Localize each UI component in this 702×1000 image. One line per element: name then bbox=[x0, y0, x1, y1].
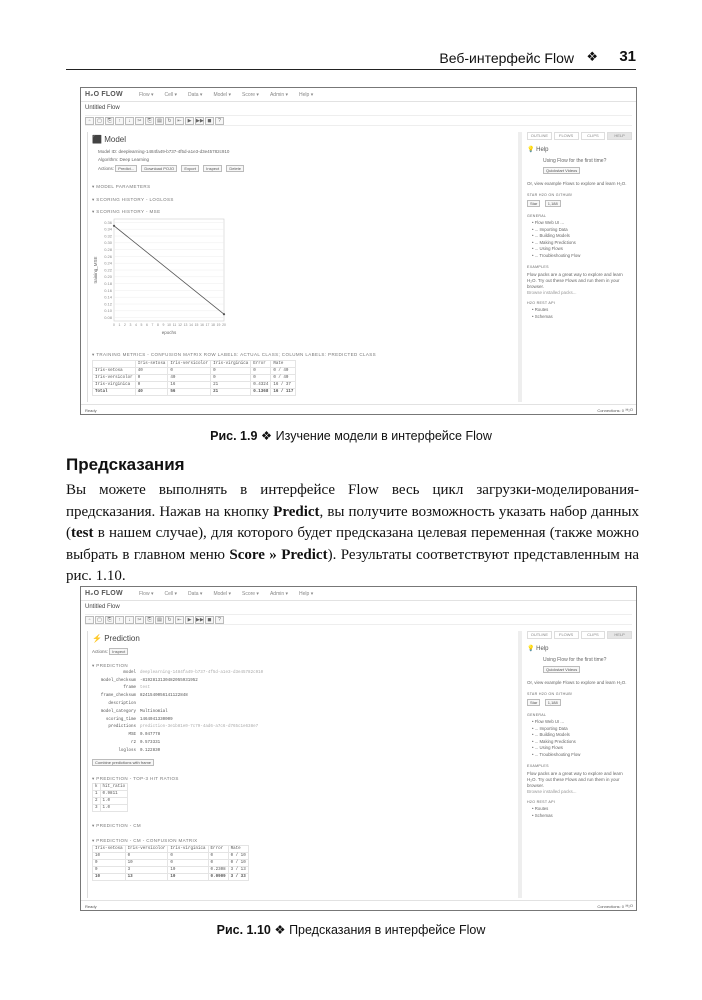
list-item[interactable]: • Routes bbox=[532, 806, 549, 811]
prediction-details bbox=[92, 669, 265, 755]
y-tick-label: 0.22 bbox=[104, 267, 112, 273]
star-count: 1,188 bbox=[545, 699, 561, 706]
status-bar bbox=[81, 404, 636, 414]
x-tick-label: 7 bbox=[151, 323, 154, 327]
move-down-icon[interactable]: ↓ bbox=[125, 117, 134, 125]
table-row: description bbox=[108, 702, 136, 707]
copy-icon[interactable]: ⎘ bbox=[145, 117, 154, 125]
view-example-text[interactable]: Or, view example Flows to explore and learn H₂O. bbox=[527, 680, 627, 685]
rest-api-label: H2O REST API bbox=[527, 800, 556, 804]
y-tick-label: 0.32 bbox=[104, 233, 112, 239]
menu-help[interactable]: Help ▾ bbox=[299, 92, 314, 98]
flow-title[interactable]: Untitled Flow bbox=[85, 105, 120, 111]
bulb-icon: 💡 bbox=[527, 646, 535, 652]
menu-admin[interactable]: Admin ▾ bbox=[269, 591, 289, 597]
model-card bbox=[87, 132, 517, 402]
delete-button[interactable]: Delete bbox=[226, 165, 244, 172]
paste-icon[interactable]: ▤ bbox=[155, 117, 164, 125]
status-bar bbox=[81, 900, 636, 910]
table-row: model_category Multinomial bbox=[100, 709, 168, 714]
list-item[interactable]: • Schemas bbox=[532, 313, 553, 319]
x-tick-label: 12 bbox=[178, 323, 182, 327]
x-tick-label: 19 bbox=[216, 323, 221, 327]
table-header-row: k hit_ratio bbox=[93, 784, 128, 791]
star-count: 1,188 bbox=[545, 200, 561, 207]
sidebar-tabs bbox=[527, 132, 632, 140]
table-row: 1 0.9811 bbox=[93, 791, 128, 798]
table-row: logloss 0.122830 bbox=[118, 748, 161, 753]
undo-icon[interactable]: ↻ bbox=[165, 117, 174, 125]
y-tick-label: 0.34 bbox=[104, 226, 112, 232]
prediction-confusion-matrix bbox=[92, 845, 249, 881]
x-tick-label: 0 bbox=[113, 323, 115, 327]
list-item[interactable]: • Flow Web UI ... bbox=[532, 220, 564, 225]
figure-1-9-screenshot bbox=[80, 87, 637, 415]
ornament-icon: ❖ bbox=[586, 49, 598, 64]
y-tick-label: 0.24 bbox=[104, 260, 112, 266]
y-tick-label: 0.28 bbox=[104, 247, 112, 252]
x-tick-label: 4 bbox=[135, 323, 137, 327]
list-item[interactable]: • ... Troubleshooting Flow bbox=[532, 252, 581, 258]
x-tick-label: 17 bbox=[205, 323, 210, 327]
stop-icon[interactable]: ◼ bbox=[205, 117, 214, 125]
general-list bbox=[527, 719, 632, 758]
table-row: model_checksum -8192813130482055931952 bbox=[100, 678, 198, 683]
x-tick-label: 8 bbox=[157, 323, 159, 327]
status-h2o-logo: H₂O bbox=[625, 903, 633, 908]
new-cell-icon[interactable]: ▫ bbox=[85, 117, 94, 125]
examples-label: EXAMPLES bbox=[527, 265, 549, 269]
star-label: STAR H2O ON GITHUB! bbox=[527, 193, 573, 197]
list-item[interactable]: • ... Building Models bbox=[532, 233, 570, 238]
y-tick-label: 0.16 bbox=[104, 287, 112, 293]
star-label: STAR H2O ON GITHUB! bbox=[527, 692, 573, 696]
predict-button[interactable]: Predict... bbox=[115, 165, 137, 172]
combine-predictions-button[interactable]: Combine predictions with frame bbox=[92, 759, 154, 766]
list-item[interactable]: • ... Troubleshooting Flow bbox=[532, 751, 581, 757]
content-scrollbar[interactable] bbox=[518, 631, 522, 898]
figure-1-10-screenshot bbox=[80, 586, 637, 911]
quickstart-button[interactable]: Quickstart Videos bbox=[543, 666, 632, 673]
run-icon[interactable]: ▶ bbox=[185, 117, 194, 125]
list-item[interactable]: • ... Using Flows bbox=[532, 246, 563, 251]
open-icon[interactable]: ▢ bbox=[95, 117, 104, 125]
move-up-icon[interactable]: ↑ bbox=[115, 117, 124, 125]
inspect-button[interactable]: Inspect bbox=[203, 165, 222, 172]
menu-model[interactable]: Model ▾ bbox=[213, 591, 231, 597]
y-tick-label: 0.26 bbox=[104, 253, 112, 259]
body-paragraph: Вы можете выполнять в интерфейсе Flow весь цикл загрузки-моделирования-предсказания. Нажав на кнопку Predict, вы получите возможность указать набор данных (test в нашем случае), для которого будет предсказана целевая переменная (также можно выбрать в главном меню Score » Predict). Результаты соответствуют представленным на рис. 1.10. bbox=[66, 482, 639, 584]
tab-help[interactable]: HELP bbox=[607, 132, 632, 140]
tab-help[interactable]: HELP bbox=[607, 631, 632, 639]
star-button[interactable]: Star bbox=[527, 699, 540, 706]
paste-icon[interactable]: ▤ bbox=[155, 616, 164, 624]
status-connections: Connections: 0 bbox=[597, 408, 624, 413]
general-list bbox=[527, 220, 632, 259]
run-above-icon[interactable]: ⇤ bbox=[175, 117, 184, 125]
x-tick-label: 5 bbox=[140, 323, 143, 327]
general-label: GENERAL bbox=[527, 713, 547, 717]
y-tick-label: 0.10 bbox=[104, 308, 112, 314]
table-row-total: Total 40 56 21 0.1368 16 / 117 bbox=[93, 389, 296, 396]
table-row: scoring_time 1464041330009 bbox=[105, 717, 173, 722]
x-tick-label: 1 bbox=[118, 323, 121, 327]
y-axis-label: training_MSE bbox=[93, 256, 98, 284]
help-icon[interactable]: ? bbox=[215, 616, 224, 624]
page-header bbox=[66, 44, 636, 70]
x-tick-label: 15 bbox=[194, 323, 199, 327]
model-algorithm: Algorithm: Deep Learning bbox=[98, 157, 150, 162]
section-hit-ratios[interactable]: ▾ PREDICTION - TOP-3 HIT RATIOS bbox=[92, 776, 179, 781]
page-number: 31 bbox=[619, 48, 636, 65]
list-item[interactable]: • ... Importing Data bbox=[532, 226, 568, 232]
run-all-icon[interactable]: ▶▶ bbox=[196, 616, 204, 623]
menu-data[interactable]: Data ▾ bbox=[187, 92, 203, 98]
x-tick-label: 3 bbox=[129, 323, 132, 327]
menu-cell[interactable]: Cell ▾ bbox=[164, 591, 177, 597]
ornament-icon: ❖ bbox=[274, 923, 286, 937]
table-row: Iris-virginica 0 16 21 0.4324 16 / 37 bbox=[93, 382, 296, 389]
x-tick-label: 2 bbox=[124, 323, 126, 327]
y-tick-label: 0.12 bbox=[104, 301, 112, 307]
x-tick-label: 6 bbox=[146, 323, 148, 327]
confusion-matrix-table bbox=[92, 360, 296, 396]
export-button[interactable]: Export bbox=[181, 165, 199, 172]
using-flow-text: Using Flow for the first time? bbox=[543, 158, 607, 164]
inspect-button[interactable]: Inspect bbox=[109, 648, 128, 655]
hit-ratio-table bbox=[92, 783, 128, 812]
move-down-icon[interactable]: ↓ bbox=[125, 616, 134, 624]
section-scoring-mse[interactable]: ▾ SCORING HISTORY - MSE bbox=[92, 209, 161, 214]
general-label: GENERAL bbox=[527, 214, 547, 218]
copy-icon[interactable]: ⎘ bbox=[145, 616, 154, 624]
list-item[interactable]: • ... Making Predictions bbox=[532, 239, 576, 245]
section-heading: Предсказания bbox=[66, 455, 185, 474]
main-menu bbox=[139, 591, 313, 597]
view-example-text[interactable]: Or, view example Flows to explore and learn H₂O. bbox=[527, 181, 627, 186]
section-scoring-logloss[interactable]: ▾ SCORING HISTORY - LOGLOSS bbox=[92, 197, 174, 202]
prediction-card-title: ⚡ Prediction bbox=[92, 634, 140, 643]
menu-help[interactable]: Help ▾ bbox=[299, 591, 314, 597]
menu-score[interactable]: Score ▾ bbox=[241, 92, 259, 98]
y-tick-label: 0.36 bbox=[104, 219, 112, 225]
list-item[interactable]: • Routes bbox=[532, 307, 549, 312]
toolbar bbox=[85, 115, 632, 126]
examples-text: Flow packs are a great way to explore and learn H₂O. Try out these Flows and run them in your browser. bbox=[527, 771, 623, 788]
x-tick-label: 9 bbox=[162, 323, 165, 327]
menu-admin[interactable]: Admin ▾ bbox=[269, 92, 289, 98]
list-item[interactable]: • Flow Web UI ... bbox=[532, 719, 564, 724]
download-pojo-button[interactable]: Download POJO bbox=[141, 165, 177, 172]
github-star bbox=[527, 699, 632, 706]
github-star bbox=[527, 200, 632, 207]
table-row: r2 0.573331 bbox=[130, 741, 161, 746]
table-row: 0 3 10 0.2308 3 / 13 bbox=[93, 867, 249, 874]
new-cell-icon[interactable]: ▫ bbox=[85, 616, 94, 624]
star-button[interactable]: Star bbox=[527, 200, 540, 207]
section-model-parameters[interactable]: ▾ MODEL PARAMETERS bbox=[92, 184, 151, 189]
bolt-icon: ⚡ bbox=[92, 634, 102, 643]
run-above-icon[interactable]: ⇤ bbox=[175, 616, 184, 624]
table-row: Iris-versicolor 0 40 0 0 0 / 40 bbox=[93, 375, 296, 382]
y-tick-label: 0.18 bbox=[104, 281, 112, 286]
help-sidebar bbox=[527, 631, 632, 898]
main-menu bbox=[139, 92, 313, 98]
model-id: Model ID: deeplearning-1484fa49-b737-4f5d-a1e3-d3e45782c910 bbox=[98, 149, 230, 154]
help-heading: 💡 Help bbox=[527, 147, 549, 153]
rest-list bbox=[527, 806, 632, 819]
tab-outline[interactable]: OUTLINE bbox=[527, 132, 552, 140]
tab-flows[interactable]: FLOWS bbox=[554, 631, 579, 639]
table-row: 0 10 0 0 0 / 10 bbox=[93, 860, 249, 867]
tab-flows[interactable]: FLOWS bbox=[554, 132, 579, 140]
browse-packs-link[interactable]: Browse installed packs... bbox=[527, 290, 577, 295]
open-icon[interactable]: ▢ bbox=[95, 616, 104, 624]
bulb-icon: 💡 bbox=[527, 147, 535, 153]
x-tick-label: 11 bbox=[172, 323, 177, 327]
section-prediction[interactable]: ▾ PREDICTION bbox=[92, 663, 129, 668]
content-scrollbar[interactable] bbox=[518, 132, 522, 402]
status-ready: Ready bbox=[85, 408, 97, 413]
help-sidebar bbox=[527, 132, 632, 402]
help-heading: 💡 Help bbox=[527, 646, 549, 652]
prediction-actions: Actions: Inspect bbox=[92, 648, 131, 655]
table-row: 10 0 0 0 0 / 10 bbox=[93, 853, 249, 860]
table-header-row: Iris-setosa Iris-versicolor Iris-virginica Error Rate bbox=[93, 361, 296, 368]
rest-api-label: H2O REST API bbox=[527, 301, 556, 305]
app-topbar bbox=[81, 88, 636, 102]
status-ready: Ready bbox=[85, 904, 97, 909]
save-icon[interactable]: ⎘ bbox=[105, 616, 114, 624]
table-row: frame test bbox=[123, 686, 151, 691]
section-cm[interactable]: ▾ PREDICTION - CM bbox=[92, 823, 142, 828]
tab-clips[interactable]: CLIPS bbox=[581, 132, 606, 140]
cut-icon[interactable]: ✂ bbox=[135, 616, 144, 624]
list-item[interactable]: • ... Using Flows bbox=[532, 745, 563, 750]
menu-cell[interactable]: Cell ▾ bbox=[164, 92, 177, 98]
stop-icon[interactable]: ◼ bbox=[205, 616, 214, 624]
browse-packs-link[interactable]: Browse installed packs... bbox=[527, 789, 577, 794]
save-icon[interactable]: ⎘ bbox=[105, 117, 114, 125]
sidebar-tabs bbox=[527, 631, 632, 639]
scoring-history-mse-chart bbox=[92, 215, 232, 345]
table-row: MSE 0.047778 bbox=[128, 733, 161, 738]
table-header-row: Iris-setosa Iris-versicolor Iris-virginica Error Rate bbox=[93, 846, 249, 853]
menu-data[interactable]: Data ▾ bbox=[187, 591, 203, 597]
x-tick-label: 13 bbox=[183, 323, 188, 327]
flow-title[interactable]: Untitled Flow bbox=[85, 604, 120, 610]
undo-icon[interactable]: ↻ bbox=[165, 616, 174, 624]
data-point bbox=[113, 225, 115, 227]
list-item[interactable]: • ... Importing Data bbox=[532, 725, 568, 731]
status-h2o-logo: H₂O bbox=[625, 407, 633, 412]
h2o-logo: H₂O FLOW bbox=[85, 91, 123, 98]
cube-icon: ⬛ bbox=[92, 135, 102, 144]
list-item[interactable]: • Schemas bbox=[532, 812, 553, 818]
x-axis-label: epochs bbox=[161, 330, 177, 335]
status-connections: Connections: 0 bbox=[597, 904, 624, 909]
app-topbar bbox=[81, 587, 636, 601]
table-row: Iris-setosa 40 0 0 0 0 / 40 bbox=[93, 368, 296, 375]
figure-caption-1-10: Рис. 1.10 ❖ Предсказания в интерфейсе Flow bbox=[216, 923, 486, 937]
help-icon[interactable]: ? bbox=[215, 117, 224, 125]
x-tick-label: 14 bbox=[189, 323, 193, 327]
x-tick-label: 20 bbox=[222, 323, 226, 327]
figure-caption-1-9: Рис. 1.9 ❖ Изучение модели в интерфейсе Flow bbox=[210, 429, 492, 443]
y-tick-label: 0.20 bbox=[104, 274, 112, 280]
table-row-total: 10 13 10 0.0909 3 / 33 bbox=[93, 874, 249, 881]
run-icon[interactable]: ▶ bbox=[185, 616, 194, 624]
h2o-logo: H₂O FLOW bbox=[85, 590, 123, 597]
menu-flow[interactable]: Flow ▾ bbox=[139, 92, 154, 98]
quickstart-button[interactable]: Quickstart Videos bbox=[543, 167, 632, 174]
table-row: predictions prediction-3e1b81e0-7c79-4ad6-a7c6-d765c1e638e7 bbox=[108, 725, 259, 730]
toolbar bbox=[85, 614, 632, 625]
move-up-icon[interactable]: ↑ bbox=[115, 616, 124, 624]
section-training-metrics[interactable]: ▾ TRAINING METRICS - CONFUSION MATRIX ROW LABELS: ACTUAL CLASS; COLUMN LABELS: PREDICTED CLASS bbox=[92, 352, 377, 357]
table-row: 2 1.0 bbox=[93, 798, 128, 805]
combine-predictions bbox=[92, 759, 157, 766]
menu-flow[interactable]: Flow ▾ bbox=[139, 591, 154, 597]
cut-icon[interactable]: ✂ bbox=[135, 117, 144, 125]
rest-list bbox=[527, 307, 632, 320]
x-tick-label: 16 bbox=[200, 323, 204, 327]
x-tick-label: 18 bbox=[211, 323, 215, 327]
table-row: 3 1.0 bbox=[93, 805, 128, 812]
examples-label: EXAMPLES bbox=[527, 764, 549, 768]
running-title: Веб-интерфейс Flow bbox=[439, 50, 574, 66]
y-tick-label: 0.30 bbox=[104, 240, 112, 246]
section-cm-matrix[interactable]: ▾ PREDICTION - CM - CONFUSION MATRIX bbox=[92, 838, 198, 843]
menu-model[interactable]: Model ▾ bbox=[213, 92, 231, 98]
ornament-icon: ❖ bbox=[260, 429, 273, 443]
tab-outline[interactable]: OUTLINE bbox=[527, 631, 552, 639]
menu-score[interactable]: Score ▾ bbox=[241, 591, 259, 597]
using-flow-text: Using Flow for the first time? bbox=[543, 657, 607, 663]
model-card-title: ⬛ Model bbox=[92, 135, 126, 144]
run-all-icon[interactable]: ▶▶ bbox=[196, 117, 204, 124]
tab-clips[interactable]: CLIPS bbox=[581, 631, 606, 639]
x-tick-label: 10 bbox=[167, 323, 171, 327]
prediction-card bbox=[87, 631, 517, 898]
data-point bbox=[223, 313, 225, 315]
examples-text: Flow packs are a great way to explore and learn H₂O. Try out these Flows and run them in your browser. bbox=[527, 272, 623, 289]
list-item[interactable]: • ... Making Predictions bbox=[532, 738, 576, 744]
model-actions: Actions: Predict... Download POJO Export Inspect Delete bbox=[98, 165, 247, 172]
table-row: frame_checksum 8241540056141122848 bbox=[100, 694, 188, 699]
y-tick-label: 0.08 bbox=[104, 315, 112, 320]
table-row: model deeplearning-1484fa49-b737-4f5d-a1e3-d3e45782c910 bbox=[123, 670, 264, 675]
list-item[interactable]: • ... Building Models bbox=[532, 732, 570, 737]
y-tick-label: 0.14 bbox=[104, 294, 112, 300]
